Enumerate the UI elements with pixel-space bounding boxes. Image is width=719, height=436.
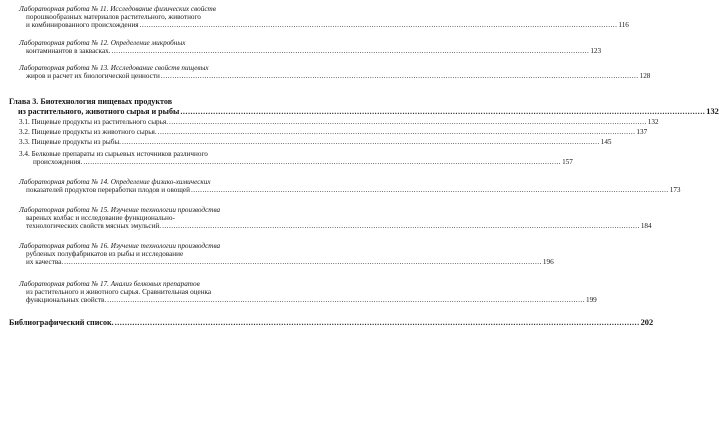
entry-title-line: жиров и расчет их биологической ценности [26,72,160,81]
dot-leader [83,158,561,166]
entry-leader-row [19,296,597,305]
dot-leader [122,138,600,146]
entry-title-line: рубленых полуфабрикатов из рыбы и исследование [26,250,184,259]
page-number: 132 [647,118,659,126]
toc-entry-section-3-4 [19,150,573,167]
entry-leader-row [19,118,659,126]
entry-title-line: технологических свойств мясных эмульсий. [26,222,162,231]
entry-title-line: порошкообразных материалов растительного, животного [26,13,201,22]
section-title: 3.4. Белковые препараты из сырьевых источников различного [19,150,208,158]
dot-leader [64,258,542,266]
entry-title-line: Лабораторная работа № 12. Определение микробных [19,39,186,47]
dot-leader [161,72,639,80]
dot-leader [112,47,590,55]
bibliography-title: Библиографический список. [9,318,114,327]
dot-leader [158,128,636,136]
entry-leader-row [19,258,554,267]
entry-title-line: функциональных свойств. [26,296,107,305]
dot-leader [180,107,705,117]
page-number: 123 [590,47,602,56]
entry-leader-row [9,318,654,328]
section-title: 3.1. Пищевые продукты из растительного сырья. [19,118,169,126]
toc-entry-lab-12 [19,39,602,56]
page-number: 196 [542,258,554,267]
entry-leader-row [19,72,651,81]
dot-leader [162,222,640,230]
entry-title-line: их качества. [26,258,64,267]
section-title: 3.2. Пищевые продукты из животного сырья. [19,128,157,136]
toc-entry-bibliography [9,318,654,328]
entry-title-line: Лабораторная работа № 14. Определение физико-химических [19,178,211,186]
entry-title-line: Лабораторная работа № 15. Изучение технологии производства [19,206,221,214]
entry-leader-row [19,158,573,167]
page-number: 173 [669,186,681,195]
toc-entry-section-3-1 [19,118,659,126]
page-number: 116 [618,21,629,30]
page-number: 132 [706,107,719,116]
page-number: 137 [636,128,648,136]
entry-title-line: показателей продуктов переработки плодов и овощей [26,186,190,195]
entry-title-line: Лабораторная работа № 13. Исследование свойств пищевых [19,64,209,72]
toc-entry-lab-17 [19,280,597,305]
dot-leader [140,21,618,29]
entry-title-line: Лабораторная работа № 11. Исследование физических свойств [19,5,216,13]
entry-leader-row [19,138,612,146]
entry-leader-row [19,21,629,30]
toc-entry-section-3-3 [19,138,612,146]
entry-title-line: Лабораторная работа № 16. Изучение технологии производства [19,242,221,250]
dot-leader [107,296,585,304]
entry-title-line: Лабораторная работа № 17. Анализ белковых препаратов [19,280,200,288]
entry-title-line: контаминантов в закваскax. [26,47,111,56]
section-title: происхождения. [33,158,83,167]
section-title: 3.3. Пищевые продукты из рыбы. [19,138,121,146]
dot-leader [115,318,640,328]
page-number: 199 [585,296,597,305]
page-number: 128 [639,72,651,81]
entry-leader-row [19,47,602,56]
dot-leader [169,118,647,126]
page-number: 202 [640,318,654,327]
dot-leader [191,186,669,194]
entry-title-line: из растительного и животного сырья. Сравнительная оценка [26,288,212,297]
toc-entry-section-3-2 [19,128,648,136]
toc-entry-chapter-3 [9,97,719,117]
entry-leader-row [19,128,648,136]
entry-title-line: и комбинированного происхождения [26,21,139,30]
toc-entry-lab-16 [19,242,554,267]
page-number: 184 [640,222,652,231]
toc-entry-lab-15 [19,206,652,231]
toc-entry-lab-11 [19,5,629,30]
entry-leader-row [9,107,719,117]
page-number: 157 [562,158,573,167]
entry-leader-row [19,186,681,195]
chapter-title: из растительного, животного сырья и рыбы [18,107,180,116]
toc-entry-lab-13 [19,64,651,81]
entry-title-line: вареных колбас и исследование функционально- [26,214,175,223]
toc-entry-lab-14 [19,178,681,195]
page-number: 145 [600,138,612,146]
chapter-title: Глава 3. Биотехнология пищевых продуктов [9,97,173,106]
entry-leader-row [19,222,652,231]
